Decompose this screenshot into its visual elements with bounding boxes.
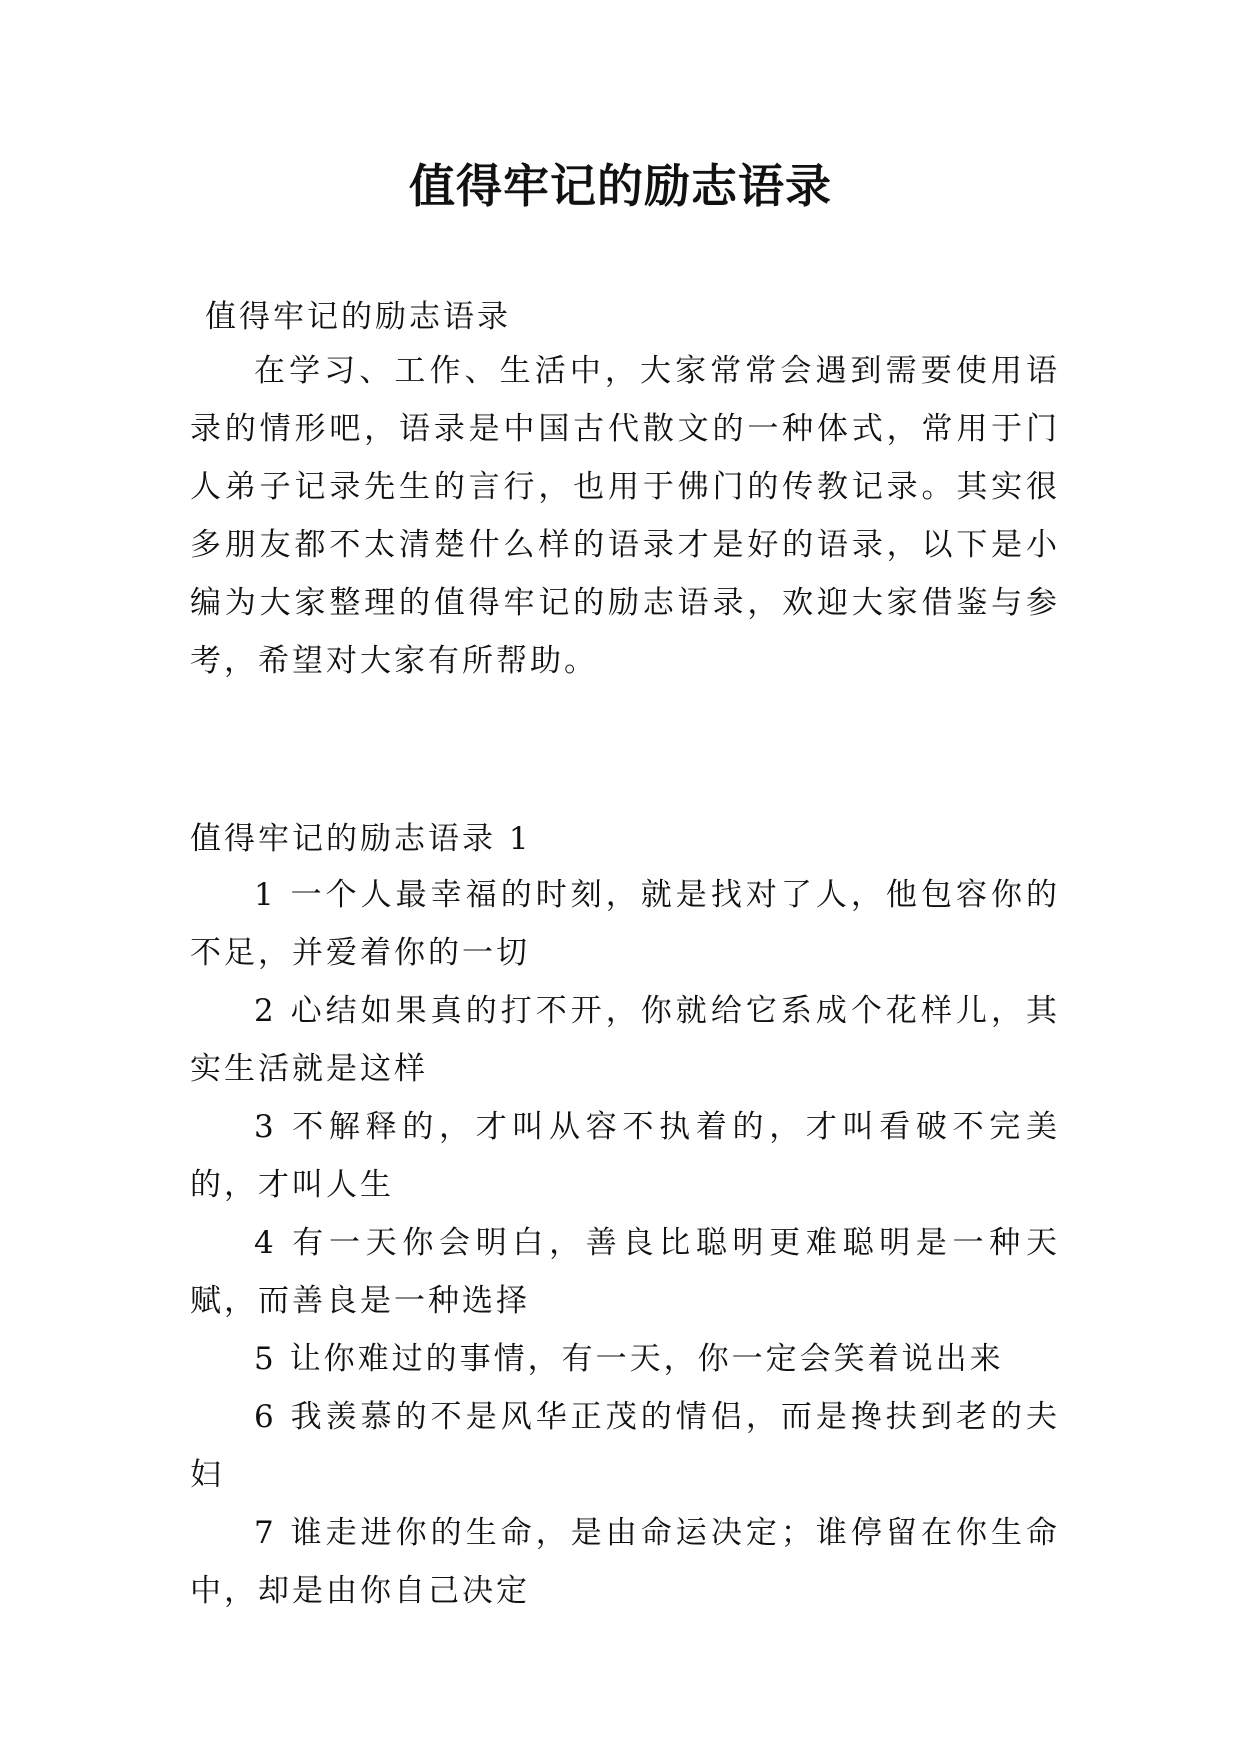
quote-item: 1 一个人最幸福的时刻，就是找对了人，他包容你的不足，并爱着你的一切	[190, 877, 1060, 971]
intro-block	[190, 342, 1060, 690]
intro-paragraph: 在学习、工作、生活中，大家常常会遇到需要使用语录的情形吧，语录是中国古代散文的一种体式，常用于门人弟子记录先生的言行，也用于佛门的传教记录。其实很多朋友都不太清楚什么样的语录才是好的语录，以下是小编为大家整理的值得牢记的励志语录，欢迎大家借鉴与参考，希望对大家有所帮助。	[190, 353, 1060, 679]
document-title: 值得牢记的励志语录	[409, 159, 832, 213]
quote-item: 3 不解释的，才叫从容不执着的，才叫看破不完美的，才叫人生	[190, 1109, 1060, 1203]
section-heading: 值得牢记的励志语录 1	[190, 821, 532, 857]
quote-list	[190, 866, 1060, 1620]
quote-item: 4 有一天你会明白，善良比聪明更难聪明是一种天赋，而善良是一种选择	[190, 1225, 1060, 1319]
quote-item: 2 心结如果真的打不开，你就给它系成个花样儿，其实生活就是这样	[190, 993, 1060, 1087]
document-subtitle: 值得牢记的励志语录	[205, 299, 511, 335]
quote-item: 5 让你难过的事情，有一天，你一定会笑着说出来	[254, 1341, 1004, 1377]
quote-item: 6 我羡慕的不是风华正茂的情侣，而是搀扶到老的夫妇	[190, 1399, 1060, 1493]
quote-item: 7 谁走进你的生命，是由命运决定；谁停留在你生命中，却是由你自己决定	[190, 1515, 1060, 1609]
